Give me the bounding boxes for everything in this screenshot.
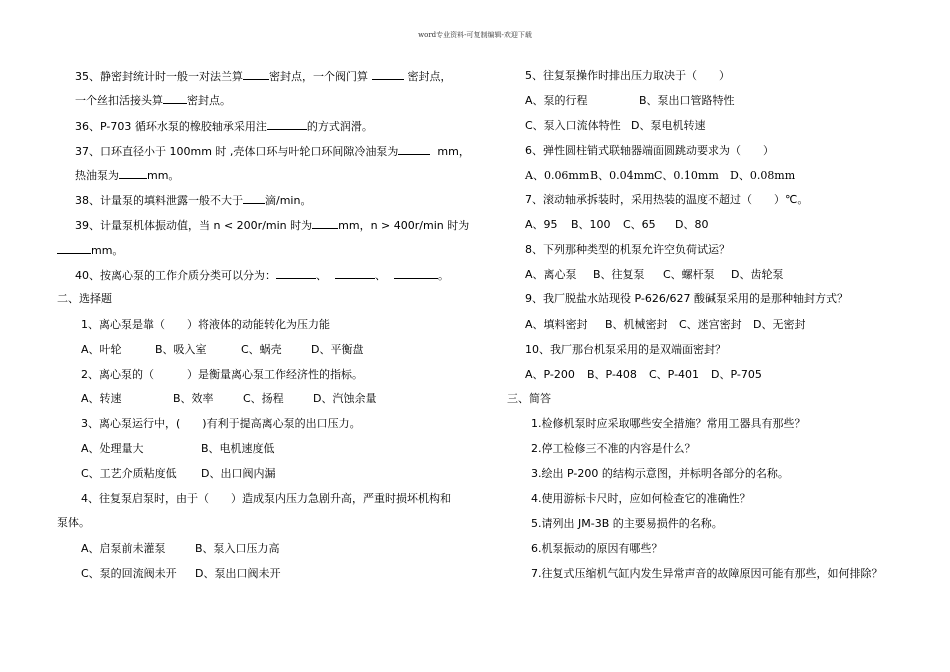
option: C、扬程: [243, 392, 284, 405]
short-answer-1: 1.检修机泵时应采取哪些安全措施？常用工器具有那些？: [531, 417, 806, 430]
blank: [398, 144, 430, 155]
short-answer-5: 5.请列出 JM-3B 的主要易损件的名称。: [531, 517, 723, 530]
option: B、机械密封: [605, 318, 668, 331]
option: A、0.06mm: [525, 169, 590, 182]
choice-5-question: 5、往复泵操作时排出压力取决于（ ）: [525, 69, 730, 82]
blank: [372, 69, 404, 80]
blank: [243, 193, 265, 204]
choice-4-options-2: [81, 567, 280, 580]
choice-3-options-2: [81, 467, 275, 480]
option: C、工艺介质粘度低: [81, 467, 177, 480]
choice-2-question: 2、离心泵的（ ）是衡量离心泵工作经济性的指标。: [81, 368, 363, 381]
option: D、泵电机转速: [631, 119, 706, 132]
question-36: 36、P-703 循环水泵的橡胶轴承采用注 的方式润滑。: [75, 120, 373, 133]
option: A、P-200: [525, 368, 575, 381]
option: A、处理量大: [81, 442, 144, 455]
option: A、转速: [81, 392, 122, 405]
option: A、叶轮: [81, 343, 122, 356]
choice-8-options: [525, 268, 783, 281]
choice-6-options: [525, 169, 795, 182]
section-choice-title: 二、选择题: [57, 292, 112, 305]
short-answer-2: 2.停工检修三不准的内容是什么？: [531, 442, 696, 455]
question-38: 38、计量泵的填料泄露一般不大于 滴/min。: [75, 194, 312, 207]
option: C、泵入口流体特性: [525, 119, 621, 132]
blank: [312, 218, 338, 229]
option: A、离心泵: [525, 268, 577, 281]
choice-3-options-1: [81, 442, 275, 455]
blank: [267, 119, 307, 130]
choice-5-options-1: [525, 94, 735, 107]
section-short-answer-title: 三、简答: [507, 392, 551, 405]
question-37: 37、口环直径小于 100mm 时 ,壳体口环与叶轮口环间隙冷油泵为 mm，: [75, 145, 470, 158]
option: D、0.08mm: [730, 169, 796, 182]
blank: [243, 69, 269, 80]
option: B、100: [571, 218, 611, 231]
option: A、泵的行程: [525, 94, 588, 107]
option: D、80: [675, 218, 709, 231]
short-answer-6: 6.机泵振动的原因有哪些？: [531, 542, 663, 555]
blank: [57, 243, 91, 254]
question-35: 35、静密封统计时一般一对法兰算 密封点，一个阀门算 密封点，: [75, 70, 452, 83]
choice-4-question: 4、往复泵启泵时，由于（ ）造成泵内压力急剧升高，严重时损坏机构和: [81, 492, 451, 505]
choice-9-options: [525, 318, 805, 331]
option: C、蜗壳: [241, 343, 282, 356]
choice-4-question-cont: 泵体。: [57, 516, 90, 529]
option: C、0.10mm: [654, 169, 719, 182]
question-39: 39、计量泵机体振动值，当 n < 200r/min 时为 mm，n > 400r/min 时为: [75, 219, 470, 232]
option: B、P-408: [587, 368, 637, 381]
choice-1-options: [81, 343, 363, 356]
choice-6-question: 6、弹性圆柱销式联轴器端面圆跳动要求为（ ）: [525, 144, 774, 157]
choice-10-options: [525, 368, 762, 381]
blank: [276, 268, 316, 279]
short-answer-4: 4.使用游标卡尺时，应如何检查它的准确性？: [531, 492, 751, 505]
option: B、效率: [173, 392, 214, 405]
option: D、汽蚀余量: [313, 392, 377, 405]
blank: [394, 268, 438, 279]
option: A、填料密封: [525, 318, 588, 331]
choice-5-options-2: [525, 119, 705, 132]
choice-8-question: 8、下列那种类型的机泵允许空负荷试运？: [525, 243, 730, 256]
option: C、迷宫密封: [679, 318, 742, 331]
option: D、P-705: [711, 368, 762, 381]
option: B、0.04mm: [590, 169, 655, 182]
question-37-cont: 热油泵为 mm。: [75, 169, 180, 182]
option: D、出口阀内漏: [201, 467, 276, 480]
option: C、泵的回流阀未开: [81, 567, 177, 580]
question-39-cont: mm。: [57, 243, 123, 257]
blank: [119, 168, 147, 179]
choice-1-question: 1、离心泵是靠（ ）将液体的动能转化为压力能: [81, 318, 330, 331]
option: A、启泵前未灌泵: [81, 542, 166, 555]
choice-7-options: [525, 218, 708, 231]
choice-2-options: [81, 392, 376, 405]
blank: [335, 268, 375, 279]
choice-9-question: 9、我厂脱盐水站现役 P-626/627 酸碱泵采用的是那种轴封方式？: [525, 292, 849, 305]
option: D、无密封: [753, 318, 806, 331]
choice-3-question: 3、离心泵运行中，( )有利于提高离心泵的出口压力。: [81, 417, 361, 430]
choice-10-question: 10、我厂那台机泵采用的是双端面密封？: [525, 343, 726, 356]
option: C、螺杆泵: [663, 268, 715, 281]
option: D、泵出口阀未开: [195, 567, 281, 580]
option: C、P-401: [649, 368, 700, 381]
choice-4-options-1: [81, 542, 280, 555]
option: B、电机速度低: [201, 442, 275, 455]
option: B、泵入口压力高: [195, 542, 280, 555]
option: B、往复泵: [593, 268, 645, 281]
option: A、95: [525, 218, 558, 231]
short-answer-7: 7.往复式压缩机气缸内发生异常声音的故障原因可能有那些，如何排除？: [531, 567, 883, 580]
short-answer-3: 3.绘出 P-200 的结构示意图，并标明各部分的名称。: [531, 467, 789, 480]
option: C、65: [623, 218, 656, 231]
option: B、泵出口管路特性: [639, 94, 735, 107]
option: D、平衡盘: [311, 343, 364, 356]
option: D、齿轮泵: [731, 268, 784, 281]
choice-7-question: 7、滚动轴承拆装时，采用热装的温度不超过（ ）℃。: [525, 193, 809, 206]
option: B、吸入室: [155, 343, 207, 356]
blank: [163, 93, 187, 104]
question-40: 40、按离心泵的工作介质分类可以分为： 、 、 。: [75, 269, 449, 282]
page-header: word专业资料-可复制编辑-欢迎下载: [418, 31, 532, 39]
question-35-cont: 一个丝扣活接头算 密封点。: [75, 94, 231, 107]
